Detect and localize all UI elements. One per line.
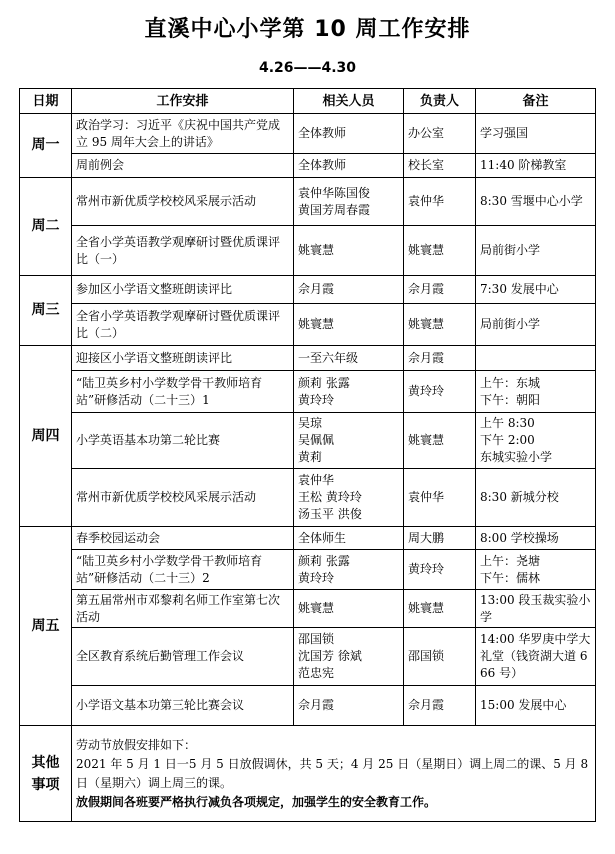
task-cell: 第五届常州市邓黎莉名师工作室第七次活动 [72,590,294,628]
people-cell: 颜莉 张露 黄玲玲 [294,371,404,413]
task-cell: 周前例会 [72,154,294,178]
table-row [20,590,596,628]
day-wednesday: 周三 [20,276,72,346]
people-cell: 袁仲华陈国俊 黄国芳周春霞 [294,178,404,226]
note-cell: 8:30 雪堰中心小学 [476,178,596,226]
people-cell: 佘月霞 [294,276,404,304]
day-tuesday: 周二 [20,178,72,276]
schedule-table [19,88,596,822]
header-row [20,89,596,114]
task-cell: 常州市新优质学校校风采展示活动 [72,178,294,226]
people-cell: 姚寰慧 [294,304,404,346]
people-cell: 全体师生 [294,527,404,550]
people-cell: 颜莉 张露 黄玲玲 [294,550,404,590]
owner-cell: 黄玲玲 [404,550,476,590]
table-row [20,226,596,276]
owner-cell: 办公室 [404,114,476,154]
people-cell: 姚寰慧 [294,590,404,628]
people-cell: 袁仲华 王松 黄玲玲 汤玉平 洪俊 [294,469,404,527]
note-cell: 13:00 段玉裁实验小学 [476,590,596,628]
note-cell: 上午：东城 下午：朝阳 [476,371,596,413]
owner-cell: 姚寰慧 [404,226,476,276]
note-cell: 14:00 华罗庚中学大礼堂（钱资湖大道 666 号） [476,628,596,686]
note-cell: 7:30 发展中心 [476,276,596,304]
owner-cell: 佘月霞 [404,346,476,371]
table-row [20,527,596,550]
people-cell: 吴琼 吴佩佩 黄莉 [294,413,404,469]
holiday-notice [72,726,596,822]
page-title: 直溪中心小学第 10 周工作安排 [144,17,471,42]
note-cell: 局前街小学 [476,226,596,276]
notice-line: 放假期间各班要严格执行减负各项规定，加强学生的安全教育工作。 [76,794,437,809]
task-cell: 参加区小学语文整班朗读评比 [72,276,294,304]
people-cell: 佘月霞 [294,686,404,726]
task-cell: “陆卫英乡村小学数学骨干教师培育站”研修活动（二十三）2 [72,550,294,590]
day-friday: 周五 [20,527,72,726]
table-row [20,114,596,154]
other-label: 其他 事项 [20,726,72,822]
task-cell: 全省小学英语教学观摩研讨暨优质课评比（二） [72,304,294,346]
people-cell: 姚寰慧 [294,226,404,276]
owner-cell: 袁仲华 [404,469,476,527]
owner-cell: 袁仲华 [404,178,476,226]
people-cell: 一至六年级 [294,346,404,371]
owner-cell: 校长室 [404,154,476,178]
task-cell: 常州市新优质学校校风采展示活动 [72,469,294,527]
note-cell: 局前街小学 [476,304,596,346]
task-cell: 政治学习：习近平《庆祝中国共产党成立 95 周年大会上的讲话》 [72,114,294,154]
task-cell: 春季校园运动会 [72,527,294,550]
table-row [20,276,596,304]
header-date: 日期 [20,89,72,114]
notice-line: 2021 年 5 月 1 日一5 月 5 日放假调休，共 5 天；4 月 25 日（星期日）调上周二的课、5 月 8 日（星期六）调上周三的课。 [76,756,589,790]
task-cell: 全省小学英语教学观摩研讨暨优质课评比（一） [72,226,294,276]
note-cell: 上午：尧塘 下午：儒林 [476,550,596,590]
owner-cell: 姚寰慧 [404,590,476,628]
task-cell: “陆卫英乡村小学数学骨干教师培育站”研修活动（二十三）1 [72,371,294,413]
owner-cell: 佘月霞 [404,276,476,304]
task-cell: 全区教育系统后勤管理工作会议 [72,628,294,686]
table-row [20,346,596,371]
people-cell: 全体教师 [294,114,404,154]
notice-line: 劳动节放假安排如下： [76,737,197,752]
owner-cell: 姚寰慧 [404,304,476,346]
owner-cell: 邵国锁 [404,628,476,686]
task-cell: 迎接区小学语文整班朗读评比 [72,346,294,371]
table-row [20,304,596,346]
header-note: 备注 [476,89,596,114]
table-row [20,686,596,726]
table-row [20,154,596,178]
day-monday: 周一 [20,114,72,178]
note-cell: 8:30 新城分校 [476,469,596,527]
table-row [20,469,596,527]
note-cell: 8:00 学校操场 [476,527,596,550]
other-row [20,726,596,822]
note-cell: 学习强国 [476,114,596,154]
note-cell: 15:00 发展中心 [476,686,596,726]
note-cell: 上午 8:30 下午 2:00 东城实验小学 [476,413,596,469]
date-range: 4.26——4.30 [258,60,357,76]
people-cell: 全体教师 [294,154,404,178]
day-thursday: 周四 [20,346,72,527]
header-task: 工作安排 [72,89,294,114]
owner-cell: 姚寰慧 [404,413,476,469]
table-row [20,371,596,413]
people-cell: 邵国锁 沈国芳 徐斌 范忠宪 [294,628,404,686]
task-cell: 小学语文基本功第三轮比赛会议 [72,686,294,726]
note-cell [476,346,596,371]
task-cell: 小学英语基本功第二轮比赛 [72,413,294,469]
header-owner: 负责人 [404,89,476,114]
header-people: 相关人员 [294,89,404,114]
note-cell: 11:40 阶梯教室 [476,154,596,178]
table-row [20,628,596,686]
table-row [20,413,596,469]
owner-cell: 佘月霞 [404,686,476,726]
table-row [20,550,596,590]
owner-cell: 周大鹏 [404,527,476,550]
table-row [20,178,596,226]
owner-cell: 黄玲玲 [404,371,476,413]
